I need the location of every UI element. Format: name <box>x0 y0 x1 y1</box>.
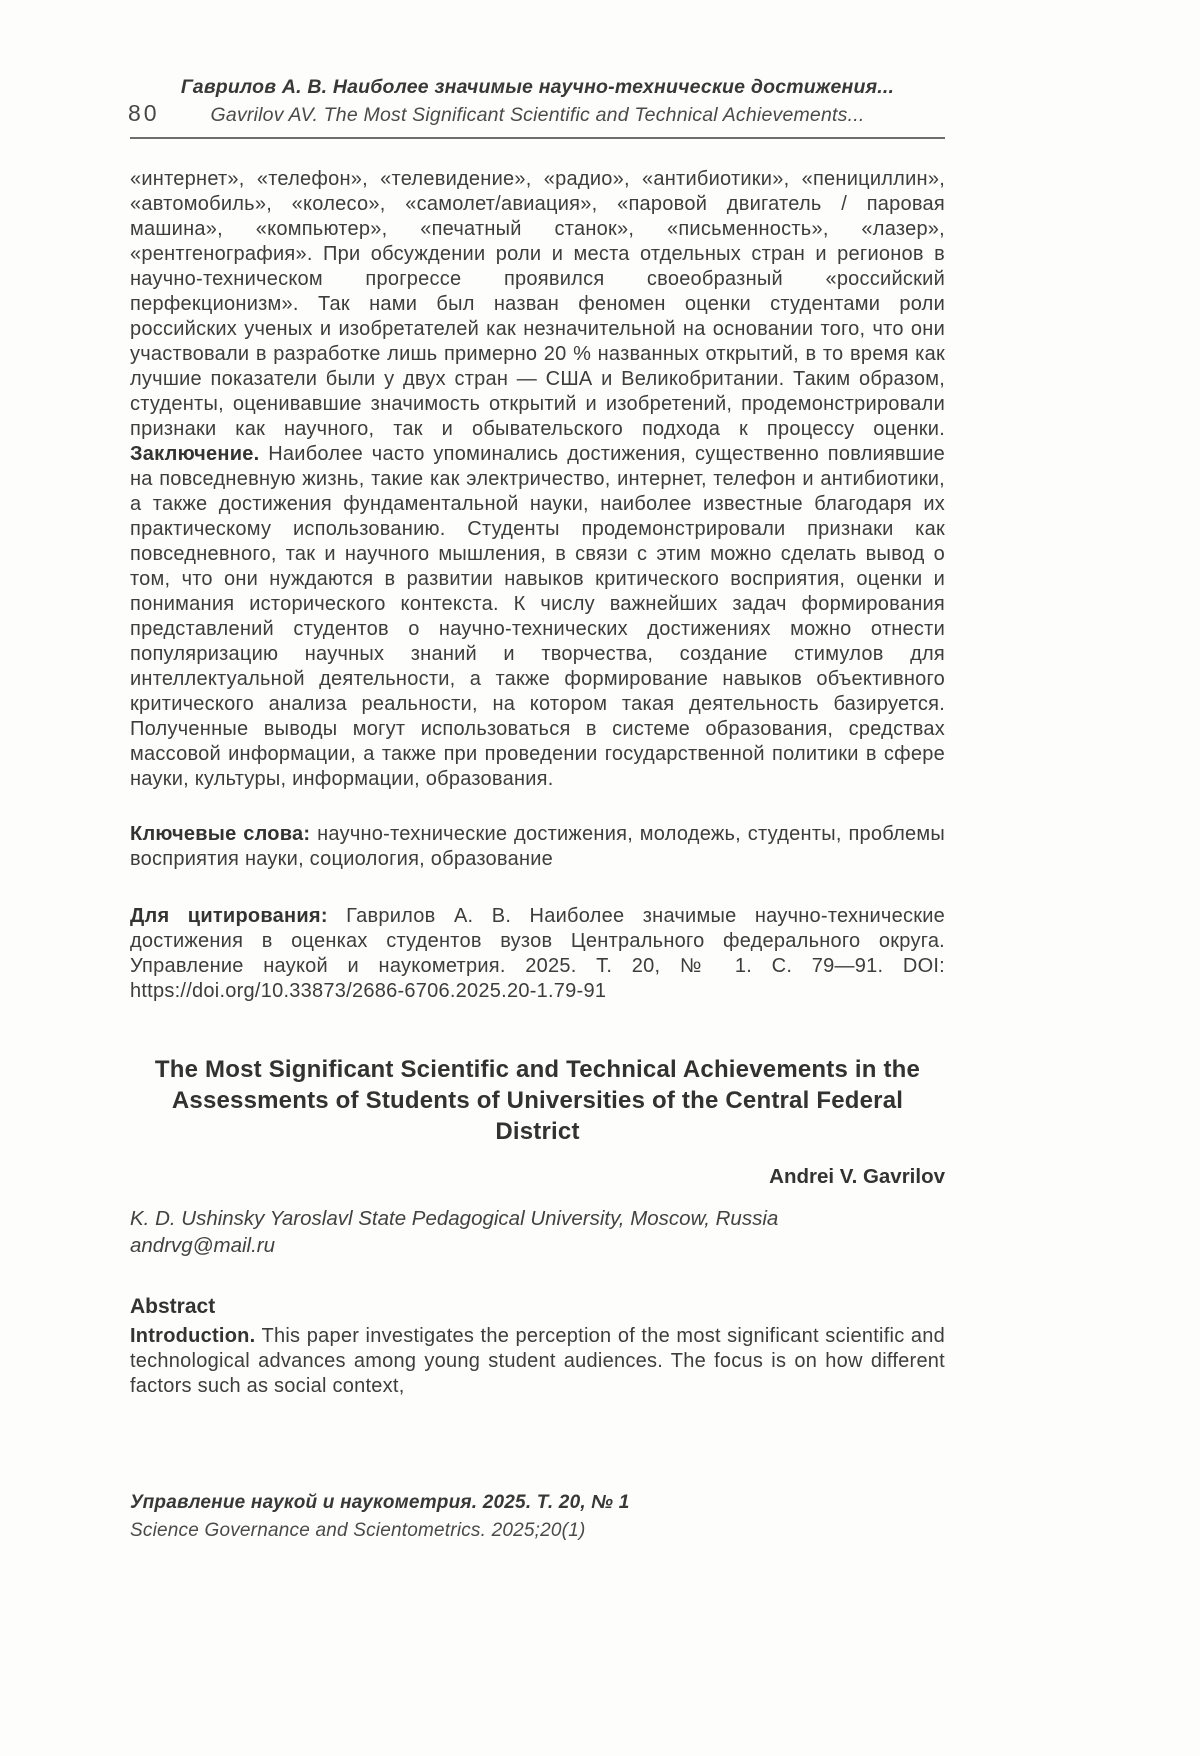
running-head-english: Gavrilov AV. The Most Significant Scientific and Technical Achievements... <box>210 104 865 126</box>
abstract-russian-continued-paragraph <box>130 167 945 792</box>
introduction-label: Introduction. <box>130 1325 256 1347</box>
author-name: Andrei V. Gavrilov <box>769 1165 945 1188</box>
abstract-continued-text: «интернет», «телефон», «телевидение», «радио», «антибиотики», «пенициллин», «автомобиль», «колесо», «самолет/авиация», «паровой двигатель / паровая машина», «компьютер», «печатный станок», «письменность», «лазер», «рентгенография». При обсуждении роли и места отдельных стран и регионов в научно-техническом прогрессе проявился своеобразный «российский перфекционизм». Так нами был назван феномен оценки студентами роли российских ученых и изобретателей как незначительной на основании того, что они участвовали в разработке лишь примерно 20 % названных открытий, в то время как лучшие показатели были у двух стран — США и Великобритании. Таким образом, студенты, оценивавшие значимость открытий и изобретений, продемонстрировали признаки как научного, так и обывательского подхода к процессу оценки. <box>130 168 945 440</box>
header-divider <box>130 137 945 139</box>
footer-journal-english: Science Governance and Scientometrics. 2025;20(1) <box>130 1520 586 1541</box>
page-number: 80 <box>128 100 160 126</box>
footer-journal-russian: Управление наукой и наукометрия. 2025. Т. 20, № 1 <box>130 1492 630 1513</box>
conclusion-label: Заключение. <box>130 443 260 465</box>
keywords-label: Ключевые слова: <box>130 823 311 845</box>
conclusion-text: Наиболее часто упоминались достижения, существенно повлиявшие на повседневную жизнь, такие как электричество, интернет, телефон и антибиотики, а также достижения фундаментальной науки, наиболее известные благодаря их практическому использованию. Студенты продемонстрировали признаки как повседневного, так и научного мышления, в связи с этим можно сделать вывод о том, что они нуждаются в развитии навыков критического восприятия, оценки и понимания исторического контекста. К числу важнейших задач формирования представлений студентов о научно-технических достижениях можно отнести популяризацию научных знаний и творчества, создание стимулов для интеллектуальной деятельности, а также формирование навыков объективного критического анализа реальности, на котором такая деятельность базируется. Полученные выводы могут использоваться в системе образования, средствах массовой информации, а также при проведении государственной политики в сфере науки, культуры, информации, образования. <box>130 443 945 790</box>
keywords-paragraph <box>130 822 945 872</box>
running-head-russian: Гаврилов А. В. Наиболее значимые научно-технические достижения... <box>180 76 895 98</box>
citation-label: Для цитирования: <box>130 905 328 927</box>
author-affiliation-block <box>130 1205 945 1259</box>
introduction-paragraph <box>130 1324 945 1399</box>
article-title-english: The Most Significant Scientific and Technical Achievements in the Assessments of Students of Universities of the Central Federal District <box>154 1056 921 1145</box>
citation-paragraph <box>130 904 945 1004</box>
affiliation-line: K. D. Ushinsky Yaroslavl State Pedagogical University, Moscow, Russia <box>130 1207 779 1230</box>
keywords-text: научно-технические достижения, молодежь, студенты, проблемы восприятия науки, социология, образование <box>130 823 945 870</box>
page-footer <box>130 1492 945 1542</box>
text-block <box>128 0 945 1541</box>
page-header <box>130 0 945 139</box>
author-email: andrvg@mail.ru <box>130 1234 276 1257</box>
running-heads <box>130 76 945 127</box>
page-body <box>130 167 945 1399</box>
introduction-text: This paper investigates the perception of the most significant scientific and technological advances among young student audiences. The focus is on how different factors such as social context, <box>130 1325 945 1397</box>
citation-text-with-doi: Гаврилов А. В. Наиболее значимые научно-технические достижения в оценках студентов вузов Центрального федерального округа. Управление наукой и наукометрия. 2025. Т. 20, № 1. С. 79—91. DOI: https://doi.org/10.33873/2686-6706.2025.20-1.79-91 <box>130 905 945 1002</box>
abstract-heading: Abstract <box>130 1295 216 1318</box>
